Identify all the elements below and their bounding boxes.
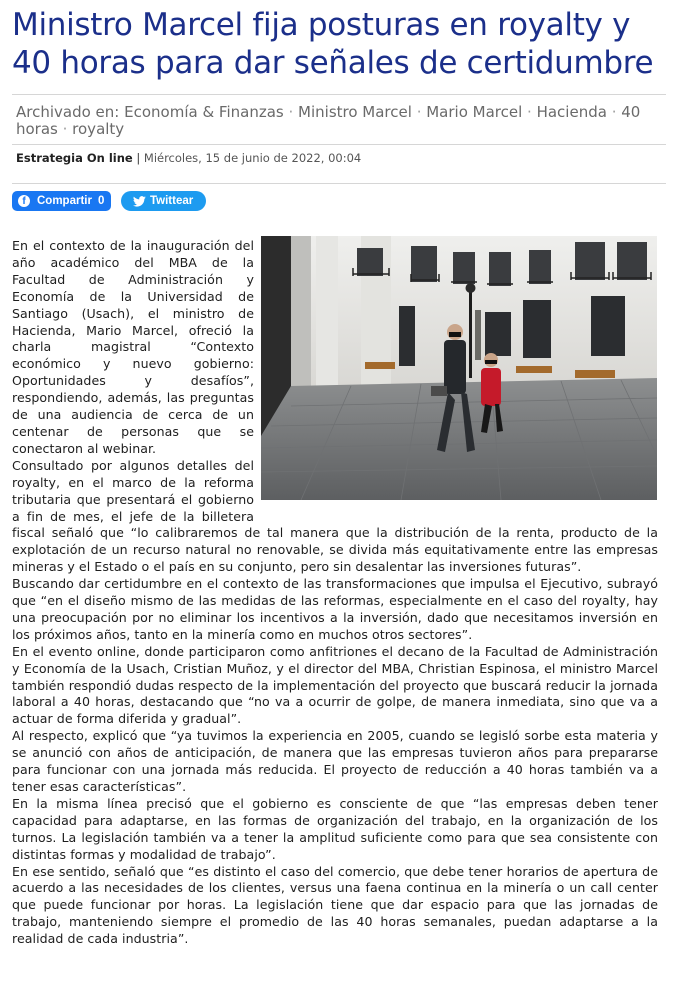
tag-link[interactable]: royalty bbox=[72, 120, 125, 138]
source-name: Estrategia On line bbox=[16, 151, 133, 165]
article-paragraph: En la misma línea precisó que el gobierno es consciente de que “las empresas deben tener capacidad para adaptarse, en las formas de organización del trabajo, en la organización de los turnos. La legislación también va a tener la amplitud suficiente como para que sea consistente con distintas formas y modalidad de trabajo”. bbox=[12, 795, 658, 862]
facebook-icon: f bbox=[18, 195, 30, 207]
article-title: Ministro Marcel fija posturas en royalty y 40 horas para dar señales de certidumbre bbox=[12, 7, 654, 81]
twitter-share-button[interactable] bbox=[121, 191, 206, 211]
twitter-bird-icon bbox=[133, 196, 146, 207]
article-paragraph: En ese sentido, señaló que “es distinto el caso del comercio, que debe tener horarios de apertura de acuerdo a las necesidades de los clientes, versus una faena continua en la minería o un call center que puede funcionar por horas. La legislación tiene que dar espacio para que las jornadas de trabajo, manteniendo siempre el promedio de las 40 horas semanales, puedan adaptarse a la realidad de cada industria”. bbox=[12, 863, 658, 947]
tag-link[interactable]: Ministro Marcel bbox=[298, 103, 412, 121]
tags-divider bbox=[12, 144, 666, 145]
tags-prefix: Archivado en: bbox=[16, 103, 125, 121]
facebook-share-button[interactable] bbox=[12, 191, 111, 211]
facebook-share-label: Compartir bbox=[37, 195, 92, 207]
article-paragraph: Buscando dar certidumbre en el contexto de las transformaciones que impulsa el Ejecutivo, subrayó que “en el diseño mismo de las medidas de las reformas, especialmente en el caso del royalty, hay una preocupación por no eliminar los incentivos a la inversión, dado que necesitamos inversión en los próximos años, tanto en la minería como en muchos otros sectores”. bbox=[12, 576, 658, 642]
byline-divider bbox=[12, 183, 666, 184]
tag-link[interactable]: Mario Marcel bbox=[426, 103, 523, 121]
article-paragraph: Al respecto, explicó que “ya tuvimos la experiencia en 2005, cuando se legisló sorbe esta materia y se anunció con años de anticipación, de manera que las empresas tuvieron años para prepararse para funcionar con una jornada más reducida. El proyecto de reducción a 40 horas también va a tener esas características”. bbox=[12, 728, 658, 794]
tag-link[interactable]: Hacienda bbox=[536, 103, 607, 121]
article-paragraph: Consultado por algunos detalles del royalty, en el marco de la reforma tributaria que presentará el gobierno a fin de mes, el jefe de la billetera fiscal señaló que “lo calibraremos de tal manera que la distribución de la renta, producto de la explotación de un recurso natural no renovable, se divida más equitativamente entre las empresas mineras y el Estado o el país en su conjunto, pero sin desalentar las inversiones futuras”. bbox=[12, 457, 658, 575]
tags-line: Archivado en: Economía & Finanzas · Ministro Marcel · Mario Marcel · Hacienda · 40 horas · royalty bbox=[16, 103, 641, 138]
facebook-share-count: 0 bbox=[97, 195, 105, 207]
article-paragraph: En el evento online, donde participaron como anfitriones el decano de la Facultad de Administración y Economía de la Usach, Cristian Muñoz, y el director del MBA, Christian Espinosa, el ministro Marcel también respondió dudas respecto de la implementación del proyecto que buscará reducir la jornada laboral a 40 horas, destacando que “no va a ocurrir de golpe, de manera inmediata, sino que va a actuar de forma diferida y gradual”. bbox=[12, 643, 658, 727]
article-paragraph: En el contexto de la inauguración del año académico del MBA de la Facultad de Administración y Economía de la Universidad de Santiago (Usach), el ministro de Hacienda, Mario Marcel, ofreció la charla magistral “Contexto económico y nuevo gobierno: Oportunidades y desafíos”, respondiendo, además, las preguntas de una audiencia de cerca de un centenar de personas que se conectaron al webinar. bbox=[12, 238, 254, 456]
photo-spacer bbox=[262, 238, 658, 520]
twitter-share-label: Twittear bbox=[150, 195, 194, 207]
byline-separator: | bbox=[132, 151, 144, 165]
publish-date: Miércoles, 15 de junio de 2022, 00:04 bbox=[143, 151, 362, 165]
tag-link[interactable]: 40 horas bbox=[16, 103, 641, 138]
article-body bbox=[12, 238, 658, 948]
byline bbox=[16, 151, 361, 165]
tag-link[interactable]: Economía & Finanzas bbox=[124, 103, 284, 121]
title-divider bbox=[12, 94, 666, 95]
